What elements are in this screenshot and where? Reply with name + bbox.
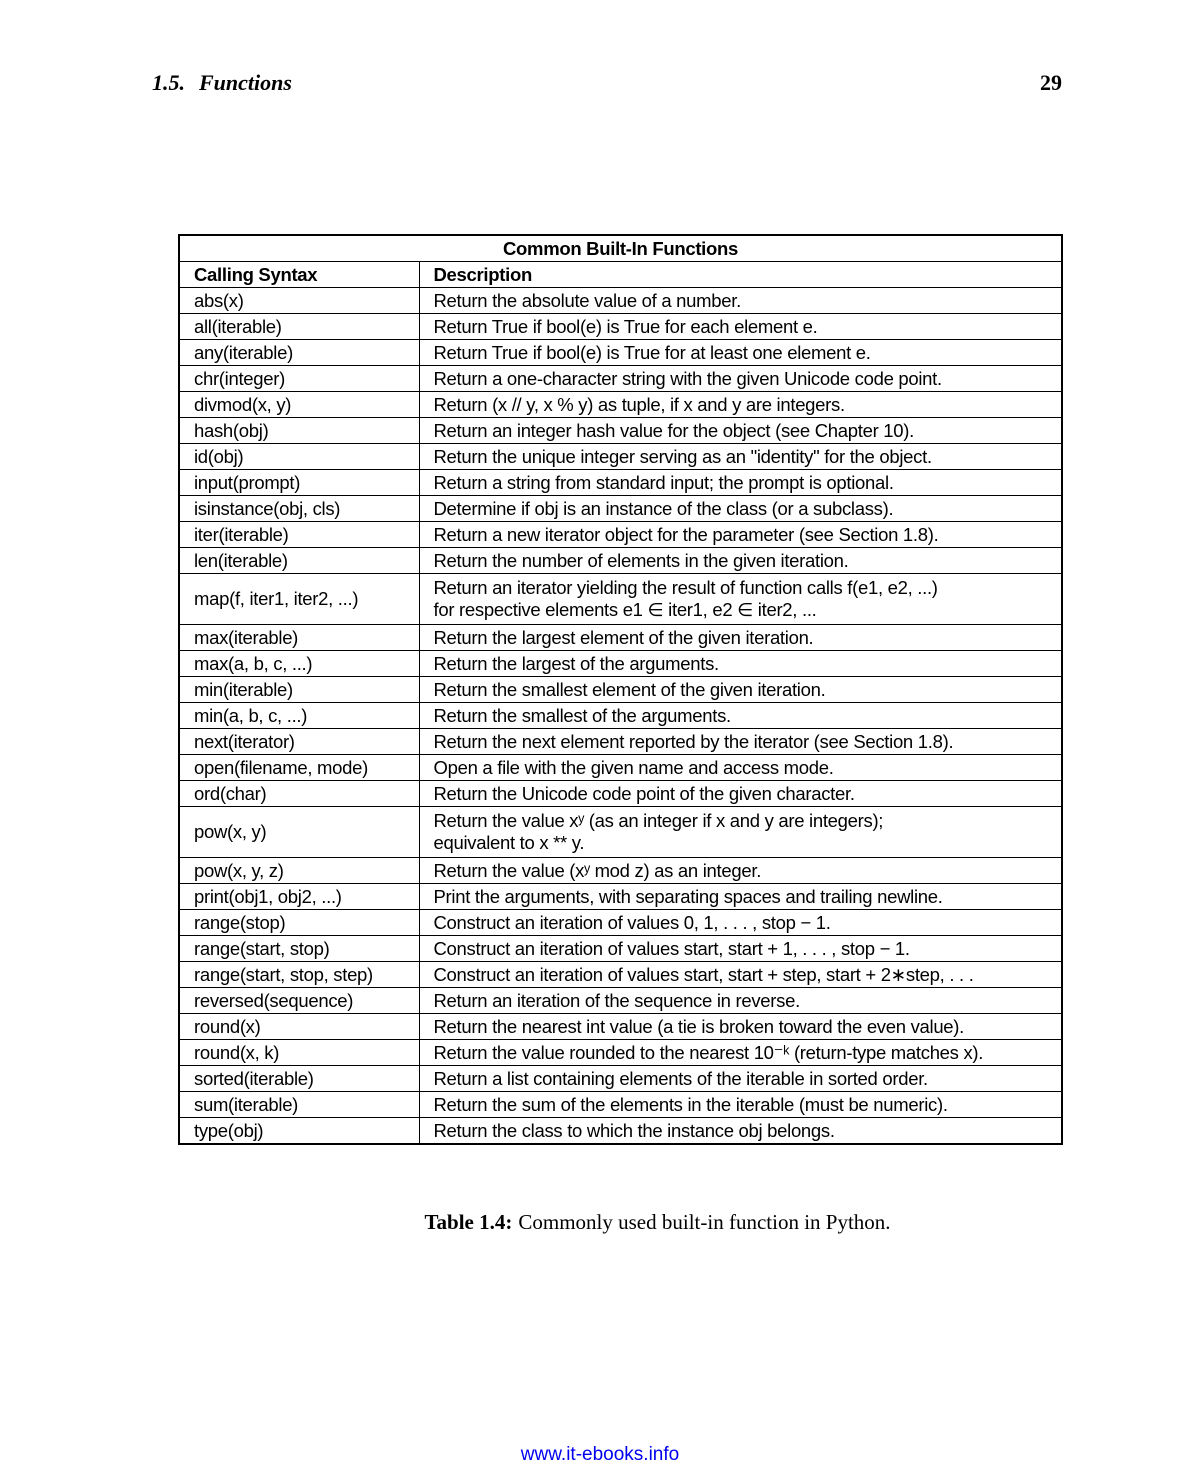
running-head [152, 70, 1062, 96]
description-text: Return a one-character string with the given Unicode code point. [433, 367, 942, 389]
description-cell [419, 858, 1062, 884]
table-row [179, 1040, 1062, 1066]
section-number: 1.5. [152, 70, 185, 95]
description-text-continued: equivalent to x ** y. [433, 832, 585, 853]
description-cell [419, 781, 1062, 807]
description-text: Return an iteration of the sequence in reverse. [433, 989, 800, 1011]
table-title-row [179, 235, 1062, 262]
description-text-continued: for respective elements e1 ∈ iter1, e2 ∈ iter2, ... [433, 599, 817, 620]
table-row [179, 392, 1062, 418]
description-cell [419, 884, 1062, 910]
calling-syntax-cell: next(iterator) [179, 729, 419, 755]
table-row [179, 522, 1062, 548]
description-text: Return the smallest element of the given iteration. [433, 678, 826, 700]
table-row [179, 677, 1062, 703]
calling-syntax-cell: map(f, iter1, iter2, ...) [179, 574, 419, 625]
description-text: Return the value (xʸ mod z) as an integer. [433, 859, 762, 881]
description-text: Print the arguments, with separating spaces and trailing newline. [433, 885, 943, 907]
description-cell [419, 703, 1062, 729]
description-cell [419, 755, 1062, 781]
page-number: 29 [1040, 70, 1062, 95]
calling-syntax-cell: iter(iterable) [179, 522, 419, 548]
calling-syntax-cell: input(prompt) [179, 470, 419, 496]
description-cell [419, 962, 1062, 988]
calling-syntax-cell: round(x, k) [179, 1040, 419, 1066]
table-row [179, 781, 1062, 807]
calling-syntax-cell: pow(x, y, z) [179, 858, 419, 884]
calling-syntax-cell: id(obj) [179, 444, 419, 470]
table-row [179, 755, 1062, 781]
description-cell [419, 1066, 1062, 1092]
description-cell [419, 392, 1062, 418]
calling-syntax-cell: range(stop) [179, 910, 419, 936]
description-text: Return the absolute value of a number. [433, 289, 741, 311]
description-cell [419, 1014, 1062, 1040]
description-text: Return the unique integer serving as an "identity" for the object. [433, 445, 932, 467]
table-row [179, 314, 1062, 340]
table-caption [0, 1210, 1200, 1235]
table-row [179, 470, 1062, 496]
description-cell [419, 548, 1062, 574]
description-cell [419, 470, 1062, 496]
calling-syntax-cell: chr(integer) [179, 366, 419, 392]
calling-syntax-cell: all(iterable) [179, 314, 419, 340]
builtin-functions-table [178, 234, 1063, 1145]
table-row [179, 1066, 1062, 1092]
table-row [179, 1014, 1062, 1040]
table-row [179, 858, 1062, 884]
table-title: Common Built-In Functions [179, 235, 1062, 262]
description-text: Return the nearest int value (a tie is broken toward the even value). [433, 1015, 964, 1037]
calling-syntax-cell: min(a, b, c, ...) [179, 703, 419, 729]
description-text: Return the largest element of the given iteration. [433, 626, 814, 648]
description-text: Return the number of elements in the given iteration. [433, 549, 849, 571]
caption-text: Commonly used built-in function in Python. [518, 1210, 891, 1234]
table-row [179, 625, 1062, 651]
calling-syntax-cell: max(iterable) [179, 625, 419, 651]
description-cell [419, 314, 1062, 340]
table-row [179, 444, 1062, 470]
table-row [179, 910, 1062, 936]
description-cell [419, 574, 1062, 625]
description-cell [419, 288, 1062, 314]
calling-syntax-cell: open(filename, mode) [179, 755, 419, 781]
table-row [179, 988, 1062, 1014]
description-text: Return a list containing elements of the iterable in sorted order. [433, 1067, 928, 1089]
description-cell [419, 936, 1062, 962]
description-text: Return the Unicode code point of the given character. [433, 782, 855, 804]
description-text: Return the class to which the instance obj belongs. [433, 1119, 835, 1141]
calling-syntax-cell: abs(x) [179, 288, 419, 314]
calling-syntax-cell: sorted(iterable) [179, 1066, 419, 1092]
description-cell [419, 988, 1062, 1014]
calling-syntax-cell: reversed(sequence) [179, 988, 419, 1014]
description-text: Return True if bool(e) is True for each element e. [433, 315, 818, 337]
description-cell [419, 651, 1062, 677]
calling-syntax-cell: print(obj1, obj2, ...) [179, 884, 419, 910]
calling-syntax-cell: min(iterable) [179, 677, 419, 703]
calling-syntax-cell: max(a, b, c, ...) [179, 651, 419, 677]
description-text: Construct an iteration of values 0, 1, . . . , stop − 1. [433, 911, 831, 933]
column-header-syntax: Calling Syntax [179, 262, 419, 288]
description-text: Return the smallest of the arguments. [433, 704, 731, 726]
description-text: Determine if obj is an instance of the class (or a subclass). [433, 497, 894, 519]
calling-syntax-cell: pow(x, y) [179, 807, 419, 858]
description-text: Return an integer hash value for the object (see Chapter 10). [433, 419, 914, 441]
description-cell [419, 340, 1062, 366]
description-cell [419, 1092, 1062, 1118]
description-cell [419, 910, 1062, 936]
description-cell [419, 444, 1062, 470]
description-text: Return the value xʸ (as an integer if x and y are integers); [433, 810, 884, 831]
description-cell [419, 522, 1062, 548]
description-cell [419, 807, 1062, 858]
description-text: Open a file with the given name and access mode. [433, 756, 834, 778]
calling-syntax-cell: len(iterable) [179, 548, 419, 574]
table-row [179, 807, 1062, 858]
table-row [179, 366, 1062, 392]
caption-label: Table 1.4: [424, 1210, 513, 1234]
table-row [179, 884, 1062, 910]
table-row [179, 703, 1062, 729]
description-text: Return the largest of the arguments. [433, 652, 719, 674]
table-row [179, 936, 1062, 962]
calling-syntax-cell: round(x) [179, 1014, 419, 1040]
description-text: Return a string from standard input; the prompt is optional. [433, 471, 894, 493]
calling-syntax-cell: type(obj) [179, 1118, 419, 1145]
description-text: Construct an iteration of values start, start + step, start + 2∗step, . . . [433, 963, 974, 985]
table-row [179, 548, 1062, 574]
description-text: Return the value rounded to the nearest 10⁻ᵏ (return-type matches x). [433, 1041, 984, 1063]
footer-link[interactable]: www.it-ebooks.info [520, 1444, 680, 1465]
description-text: Return the next element reported by the iterator (see Section 1.8). [433, 730, 954, 752]
table-row [179, 288, 1062, 314]
description-text: Return a new iterator object for the parameter (see Section 1.8). [433, 523, 939, 545]
calling-syntax-cell: ord(char) [179, 781, 419, 807]
description-cell [419, 1040, 1062, 1066]
table-row [179, 962, 1062, 988]
description-cell [419, 496, 1062, 522]
table-row [179, 1118, 1062, 1145]
description-text: Return (x // y, x % y) as tuple, if x and y are integers. [433, 393, 845, 415]
description-text: Return an iterator yielding the result of function calls f(e1, e2, ...) [433, 577, 938, 598]
calling-syntax-cell: range(start, stop) [179, 936, 419, 962]
table-row [179, 1092, 1062, 1118]
description-cell [419, 625, 1062, 651]
table-row [179, 729, 1062, 755]
description-text: Return the sum of the elements in the iterable (must be numeric). [433, 1093, 948, 1115]
description-cell [419, 729, 1062, 755]
description-cell [419, 1118, 1062, 1145]
calling-syntax-cell: divmod(x, y) [179, 392, 419, 418]
table-row [179, 418, 1062, 444]
table-body [179, 288, 1062, 1145]
description-text: Construct an iteration of values start, start + 1, . . . , stop − 1. [433, 937, 910, 959]
description-cell [419, 677, 1062, 703]
table-header-row [179, 262, 1062, 288]
description-cell [419, 418, 1062, 444]
description-cell [419, 366, 1062, 392]
calling-syntax-cell: hash(obj) [179, 418, 419, 444]
description-text: Return True if bool(e) is True for at least one element e. [433, 341, 871, 363]
table-row [179, 340, 1062, 366]
table-row [179, 574, 1062, 625]
column-header-description: Description [419, 262, 1062, 288]
calling-syntax-cell: any(iterable) [179, 340, 419, 366]
table-row [179, 496, 1062, 522]
calling-syntax-cell: isinstance(obj, cls) [179, 496, 419, 522]
calling-syntax-cell: range(start, stop, step) [179, 962, 419, 988]
calling-syntax-cell: sum(iterable) [179, 1092, 419, 1118]
section-title: Functions [199, 70, 292, 95]
table-row [179, 651, 1062, 677]
